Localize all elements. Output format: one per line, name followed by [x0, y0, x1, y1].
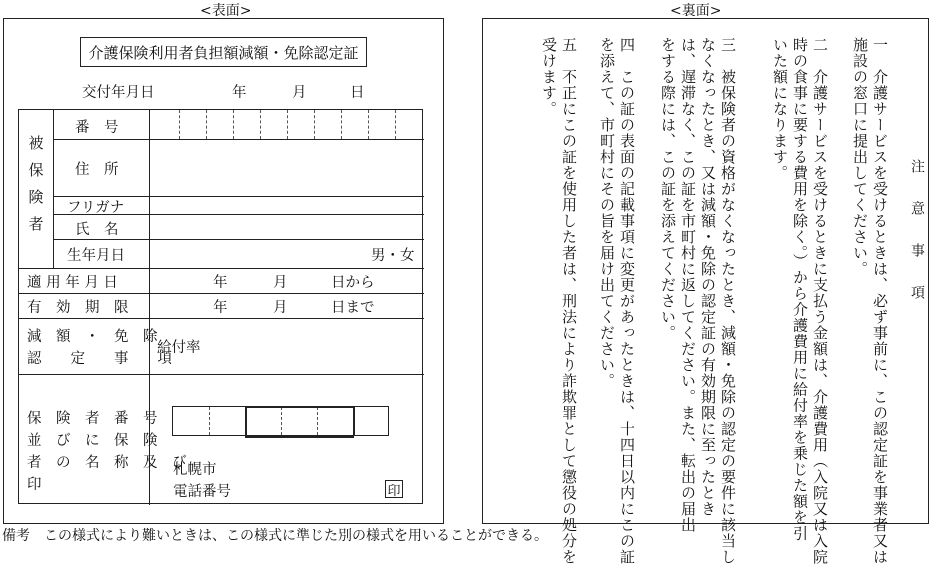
valid-year-unit: 年 [213, 300, 228, 316]
furigana-label: フリガナ [67, 200, 125, 216]
info-table [18, 109, 423, 504]
note-item-4: 四 この証の表面の記載事項に変更があったときは、十四日以内にこの証 を添えて、市町村にその旨を届け出てください。 [598, 37, 636, 565]
insurer-label-1: 保 険 者 番 号 [27, 411, 158, 427]
valid-period-label: 有 効 期 限 [27, 300, 129, 316]
issue-day-unit: 日 [350, 85, 365, 101]
birthdate-label: 生年月日 [67, 248, 125, 264]
insured-group-label: 被保険者 [26, 135, 45, 243]
issue-year-unit: 年 [232, 85, 247, 101]
note-item-5: 五 不正にこの証を使用した者は、刑法により詐欺罪として懲役の処分を 受けます。 [540, 37, 578, 565]
apply-year-unit: 年 [213, 275, 228, 291]
apply-suffix: 日から [331, 275, 375, 291]
phone-label: 電話番号 [173, 484, 231, 500]
reduction-label-2: 認 定 事 項 [27, 351, 172, 367]
insurer-number-boxes [172, 406, 389, 436]
benefit-rate-label: 給付率 [157, 340, 201, 356]
issue-date-label: 交付年月日 [82, 85, 155, 101]
note-item-2: 二 介護サービスを受けるときに支払う金額は、介護費用（入院又は入院 時の食事に要する費用を除く。）から介護費用に給付率を乗じた額を引 いた額になります。 [771, 37, 829, 565]
insurer-label-4: 印 [27, 477, 42, 493]
apply-month-unit: 月 [273, 275, 288, 291]
note-item-1: 一 介護サービスを受けるときは、必ず事前に、この認定証を事業者又は 施設の窓口に提出してください。 [851, 37, 889, 565]
front-caption: <表面> [200, 3, 252, 19]
sex-options: 男・女 [371, 248, 415, 264]
remarks-note: 備考 この様式により難いときは、この様式に準じた別の様式を用いることができる。 [2, 528, 548, 544]
insurer-label-3: 者 の 名 称 及 び [27, 455, 187, 471]
insurer-label-2: 並 び に 保 険 [27, 433, 158, 449]
certificate-title: 介護保険利用者負担額減額・免除認定証 [80, 37, 367, 67]
name-label: 氏 名 [75, 222, 119, 238]
seal-mark: 印 [385, 480, 403, 498]
valid-suffix: 日まで [331, 300, 375, 316]
back-card [482, 18, 929, 565]
number-label: 番 号 [75, 120, 119, 136]
issue-month-unit: 月 [292, 85, 307, 101]
note-item-3: 三 被保険者の資格がなくなったとき、減額・免除の認定の要件に該当し なくなったとき、又は減額・免除の認定証の有効期限に至ったとき は、遅滞なく、この証を市町村に返してください。また、転出の届出 をする際には、この証を添えてください。 [659, 37, 737, 565]
reduction-label-1: 減 額 ・ 免 除 [27, 329, 158, 345]
front-card [3, 18, 444, 524]
back-caption: <裏面> [670, 3, 722, 19]
address-label: 住 所 [75, 162, 119, 178]
valid-month-unit: 月 [273, 300, 288, 316]
apply-date-label: 適 用 年 月 日 [27, 275, 118, 291]
notes-heading: 注意事項 [909, 159, 925, 327]
city-name: 札幌市 [173, 462, 217, 478]
